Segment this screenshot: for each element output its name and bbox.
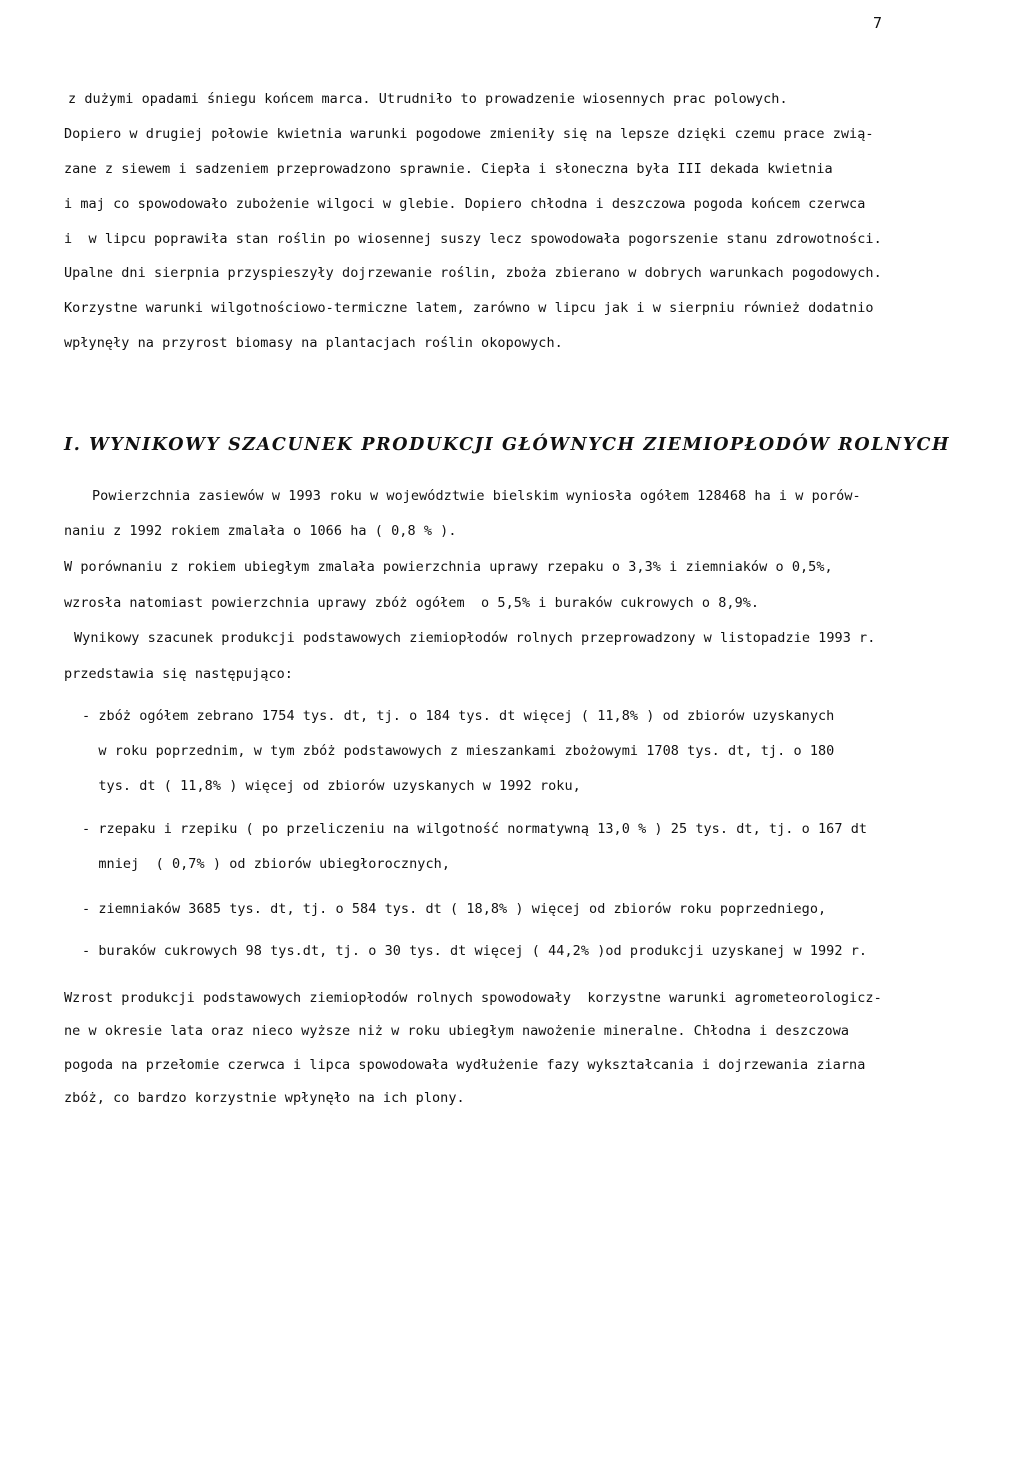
text-line: Korzystne warunki wilgotnościowo-termiczne latem, zarówno w lipcu jak i w sierpniu również dodatnio (64, 300, 874, 316)
page-number: 7 (873, 14, 883, 32)
text-line: pogoda na przełomie czerwca i lipca spowodowała wydłużenie fazy wykształcania i dojrzewania ziarna (64, 1057, 866, 1073)
text-line: i maj co spowodowało zubożenie wilgoci w glebie. Dopiero chłodna i deszczowa pogoda końcem czerwca (64, 196, 866, 212)
text-line: wzrosła natomiast powierzchnia uprawy zbóż ogółem o 5,5% i buraków cukrowych o 8,9%. (64, 595, 760, 611)
text-line: wpłynęły na przyrost biomasy na plantacjach roślin okopowych. (64, 335, 563, 351)
section-heading: I. WYNIKOWY SZACUNEK PRODUKCJI GŁÓWNYCH ZIEMIOPŁODÓW ROLNYCH (64, 435, 951, 455)
text-line: Dopiero w drugiej połowie kwietnia warunki pogodowe zmieniły się na lepsze dzięki czemu prace zwią- (64, 126, 874, 142)
text-line: zbóż, co bardzo korzystnie wpłynęło na ich plony. (64, 1090, 465, 1106)
list-item: - buraków cukrowych 98 tys.dt, tj. o 30 tys. dt więcej ( 44,2% )od produkcji uzyskanej w 1992 r. (82, 943, 868, 959)
list-item: - rzepaku i rzepiku ( po przeliczeniu na wilgotność normatywną 13,0 % ) 25 tys. dt, tj. o 167 dt (82, 821, 868, 837)
text-line: i w lipcu poprawiła stan roślin po wiosennej suszy lecz spowodowała pogorszenie stanu zdrowotności. (64, 231, 882, 247)
text-line: ne w okresie lata oraz nieco wyższe niż w roku ubiegłym nawożenie mineralne. Chłodna i deszczowa (64, 1023, 850, 1039)
text-line: naniu z 1992 rokiem zmalała o 1066 ha ( 0,8 % ). (64, 523, 457, 539)
text-line: zane z siewem i sadzeniem przeprowadzono sprawnie. Ciepła i słoneczna była III dekada kwietnia (64, 161, 833, 177)
text-line: z dużymi opadami śniegu końcem marca. Utrudniło to prowadzenie wiosennych prac polowych. (68, 91, 788, 107)
text-line: przedstawia się następująco: (64, 666, 293, 682)
text-line: Wynikowy szacunek produkcji podstawowych ziemiopłodów rolnych przeprowadzony w listopadzie 1993 r. (74, 630, 876, 646)
list-item-continuation: tys. dt ( 11,8% ) więcej od zbiorów uzyskanych w 1992 roku, (82, 778, 581, 794)
text-line: Upalne dni sierpnia przyspieszyły dojrzewanie roślin, zboża zbierano w dobrych warunkach pogodowych. (64, 265, 882, 281)
text-line: W porównaniu z rokiem ubiegłym zmalała powierzchnia uprawy rzepaku o 3,3% i ziemniaków o 0,5%, (64, 559, 833, 575)
list-item: - ziemniaków 3685 tys. dt, tj. o 584 tys. dt ( 18,8% ) więcej od zbiorów roku poprzedniego, (82, 901, 827, 917)
text-line: Powierzchnia zasiewów w 1993 roku w województwie bielskim wyniosła ogółem 128468 ha i w porów- (92, 488, 861, 504)
list-item-continuation: mniej ( 0,7% ) od zbiorów ubiegłorocznych, (82, 856, 450, 872)
list-item: - zbóż ogółem zebrano 1754 tys. dt, tj. o 184 tys. dt więcej ( 11,8% ) od zbiorów uzyskanych (82, 708, 835, 724)
list-item-continuation: w roku poprzednim, w tym zbóż podstawowych z mieszankami zbożowymi 1708 tys. dt, tj. o 180 (82, 743, 835, 759)
text-line: Wzrost produkcji podstawowych ziemiopłodów rolnych spowodowały korzystne warunki agrometeorologicz- (64, 990, 882, 1006)
